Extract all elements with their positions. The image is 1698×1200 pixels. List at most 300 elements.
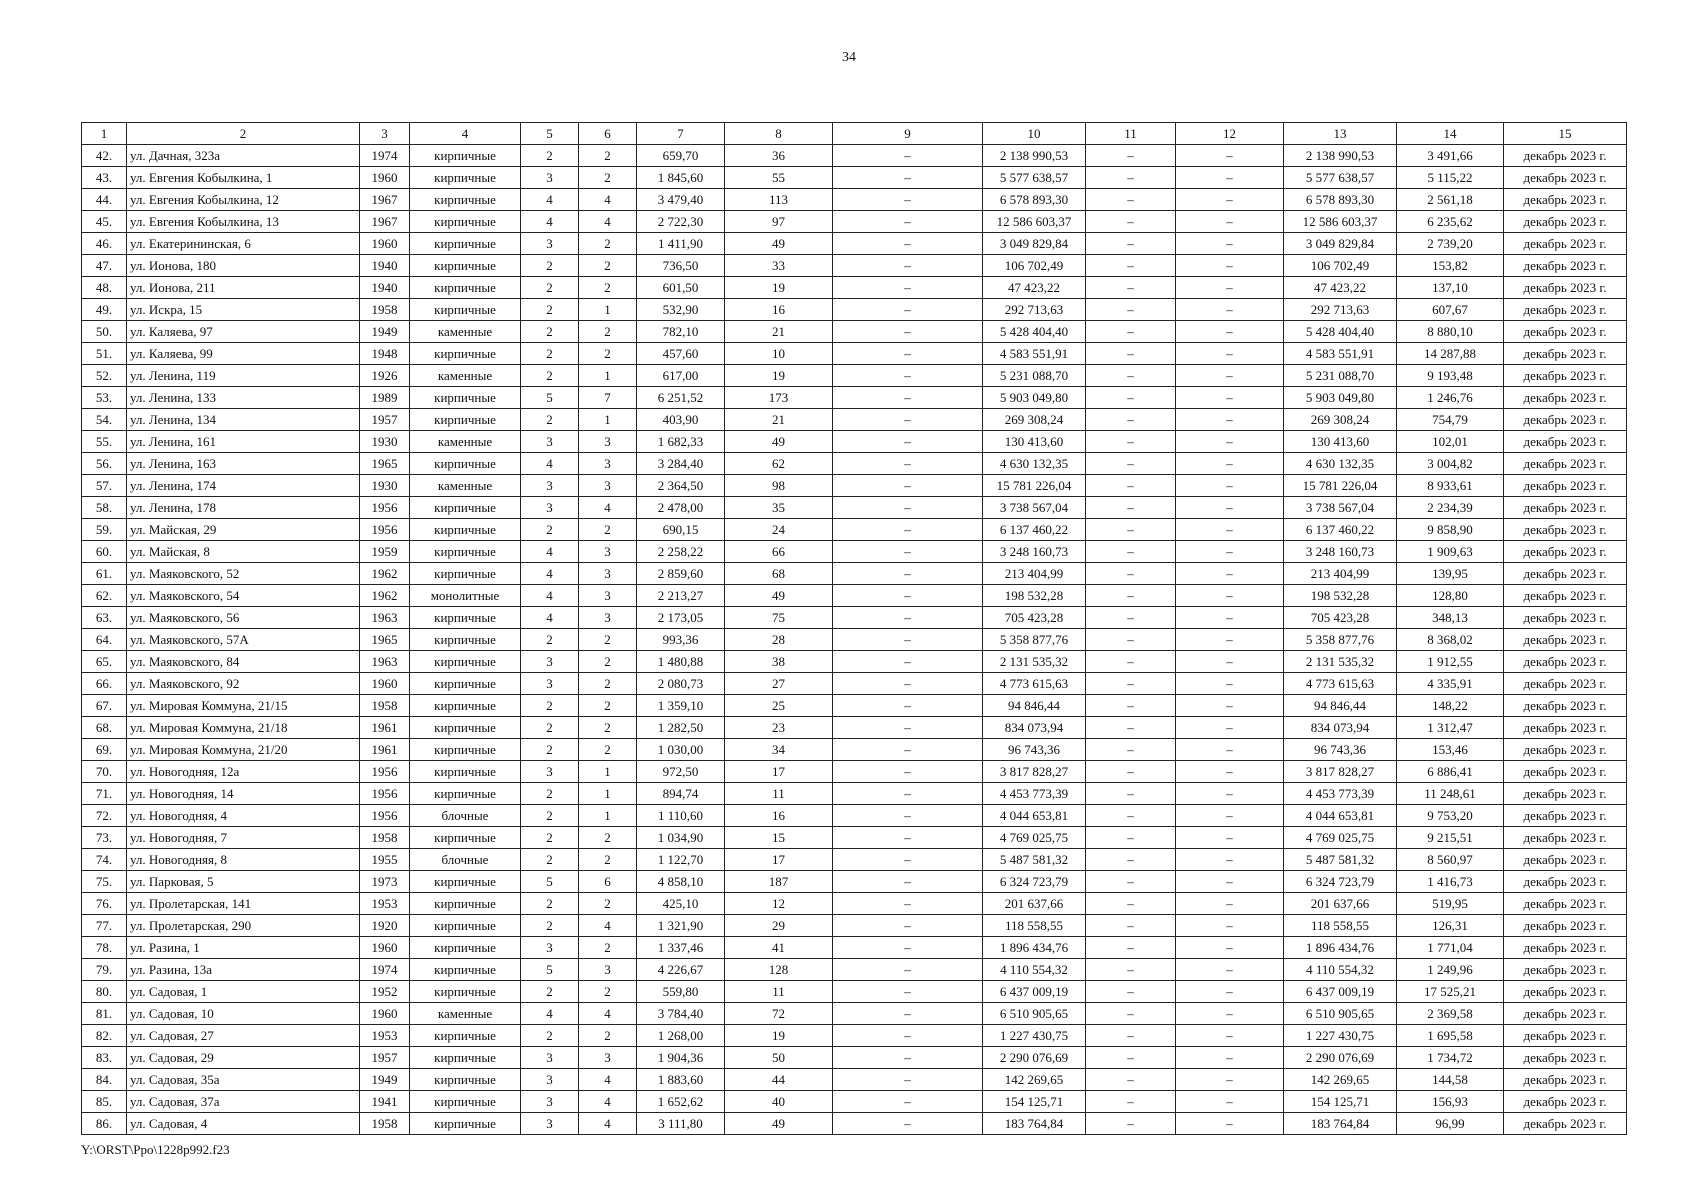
cell-cost-per-sqm: 6 886,41 xyxy=(1397,761,1504,783)
cell-total-cost: 2 290 076,69 xyxy=(1284,1047,1397,1069)
table-row xyxy=(82,497,1627,519)
cell-total-cost: 2 131 535,32 xyxy=(1284,651,1397,673)
cell-deadline: декабрь 2023 г. xyxy=(1504,299,1627,321)
cell-col-12: – xyxy=(1176,167,1284,189)
cell-col-12: – xyxy=(1176,541,1284,563)
table-row xyxy=(82,1047,1627,1069)
cell-col-12: – xyxy=(1176,1003,1284,1025)
cell-wall-material: кирпичные xyxy=(410,299,521,321)
cell-area: 559,80 xyxy=(637,981,725,1003)
cell-build-year: 1974 xyxy=(360,959,410,981)
cell-build-year: 1949 xyxy=(360,1069,410,1091)
cell-total-cost: 4 769 025,75 xyxy=(1284,827,1397,849)
column-header-10: 10 xyxy=(983,123,1086,145)
cell-col-12: – xyxy=(1176,915,1284,937)
cell-cost-per-sqm: 17 525,21 xyxy=(1397,981,1504,1003)
cell-residents: 44 xyxy=(725,1069,833,1091)
cell-area: 1 359,10 xyxy=(637,695,725,717)
cell-total-cost: 4 453 773,39 xyxy=(1284,783,1397,805)
cell-row-number: 78. xyxy=(82,937,127,959)
cell-col-9: – xyxy=(833,1047,983,1069)
cell-area: 1 480,88 xyxy=(637,651,725,673)
cell-row-number: 69. xyxy=(82,739,127,761)
cell-floors: 3 xyxy=(521,1113,579,1135)
cell-address: ул. Евгения Кобылкина, 13 xyxy=(127,211,360,233)
cell-total-cost: 6 510 905,65 xyxy=(1284,1003,1397,1025)
cell-deadline: декабрь 2023 г. xyxy=(1504,849,1627,871)
cell-col-9: – xyxy=(833,761,983,783)
cell-floors: 4 xyxy=(521,563,579,585)
cell-col-11: – xyxy=(1086,1113,1176,1135)
cell-wall-material: каменные xyxy=(410,1003,521,1025)
table-row xyxy=(82,1091,1627,1113)
cell-col-9: – xyxy=(833,497,983,519)
cell-total-cost: 198 532,28 xyxy=(1284,585,1397,607)
cell-row-number: 65. xyxy=(82,651,127,673)
cell-wall-material: кирпичные xyxy=(410,651,521,673)
cell-cost: 4 453 773,39 xyxy=(983,783,1086,805)
cell-address: ул. Мировая Коммуна, 21/20 xyxy=(127,739,360,761)
cell-wall-material: кирпичные xyxy=(410,607,521,629)
cell-col-9: – xyxy=(833,211,983,233)
cell-col-9: – xyxy=(833,805,983,827)
cell-entrances: 2 xyxy=(579,519,637,541)
cell-entrances: 1 xyxy=(579,783,637,805)
cell-row-number: 46. xyxy=(82,233,127,255)
cell-area: 4 858,10 xyxy=(637,871,725,893)
cell-col-11: – xyxy=(1086,1091,1176,1113)
cell-floors: 4 xyxy=(521,585,579,607)
cell-address: ул. Садовая, 29 xyxy=(127,1047,360,1069)
cell-col-9: – xyxy=(833,475,983,497)
cell-residents: 41 xyxy=(725,937,833,959)
cell-floors: 3 xyxy=(521,1091,579,1113)
cell-cost-per-sqm: 9 215,51 xyxy=(1397,827,1504,849)
cell-floors: 3 xyxy=(521,673,579,695)
cell-cost: 292 713,63 xyxy=(983,299,1086,321)
cell-entrances: 4 xyxy=(579,211,637,233)
cell-total-cost: 5 487 581,32 xyxy=(1284,849,1397,871)
cell-floors: 2 xyxy=(521,145,579,167)
cell-address: ул. Новогодняя, 4 xyxy=(127,805,360,827)
cell-address: ул. Маяковского, 84 xyxy=(127,651,360,673)
cell-residents: 19 xyxy=(725,277,833,299)
cell-residents: 36 xyxy=(725,145,833,167)
cell-area: 894,74 xyxy=(637,783,725,805)
cell-total-cost: 3 817 828,27 xyxy=(1284,761,1397,783)
cell-residents: 75 xyxy=(725,607,833,629)
column-header-12: 12 xyxy=(1176,123,1284,145)
cell-wall-material: каменные xyxy=(410,475,521,497)
cell-area: 3 784,40 xyxy=(637,1003,725,1025)
cell-wall-material: кирпичные xyxy=(410,915,521,937)
cell-col-11: – xyxy=(1086,937,1176,959)
cell-cost: 269 308,24 xyxy=(983,409,1086,431)
cell-entrances: 2 xyxy=(579,695,637,717)
cell-col-12: – xyxy=(1176,453,1284,475)
cell-cost: 118 558,55 xyxy=(983,915,1086,937)
cell-total-cost: 15 781 226,04 xyxy=(1284,475,1397,497)
cell-cost: 4 773 615,63 xyxy=(983,673,1086,695)
cell-cost: 6 137 460,22 xyxy=(983,519,1086,541)
cell-cost: 3 817 828,27 xyxy=(983,761,1086,783)
cell-residents: 49 xyxy=(725,233,833,255)
cell-deadline: декабрь 2023 г. xyxy=(1504,717,1627,739)
cell-col-11: – xyxy=(1086,519,1176,541)
cell-entrances: 3 xyxy=(579,453,637,475)
table-row xyxy=(82,827,1627,849)
cell-col-9: – xyxy=(833,981,983,1003)
cell-entrances: 4 xyxy=(579,1091,637,1113)
cell-wall-material: кирпичные xyxy=(410,189,521,211)
cell-address: ул. Новогодняя, 12а xyxy=(127,761,360,783)
cell-build-year: 1957 xyxy=(360,1047,410,1069)
cell-col-11: – xyxy=(1086,167,1176,189)
cell-entrances: 1 xyxy=(579,761,637,783)
cell-area: 993,36 xyxy=(637,629,725,651)
cell-build-year: 1962 xyxy=(360,585,410,607)
cell-col-12: – xyxy=(1176,739,1284,761)
table-row xyxy=(82,541,1627,563)
cell-cost-per-sqm: 348,13 xyxy=(1397,607,1504,629)
cell-address: ул. Садовая, 10 xyxy=(127,1003,360,1025)
cell-floors: 2 xyxy=(521,409,579,431)
table-row xyxy=(82,739,1627,761)
cell-wall-material: кирпичные xyxy=(410,673,521,695)
table-row xyxy=(82,651,1627,673)
footer-file-path: Y:\ORST\Ppo\1228p992.f23 xyxy=(81,1142,230,1157)
cell-area: 3 284,40 xyxy=(637,453,725,475)
cell-cost-per-sqm: 6 235,62 xyxy=(1397,211,1504,233)
cell-address: ул. Маяковского, 52 xyxy=(127,563,360,585)
cell-entrances: 2 xyxy=(579,739,637,761)
cell-address: ул. Садовая, 4 xyxy=(127,1113,360,1135)
cell-area: 532,90 xyxy=(637,299,725,321)
cell-total-cost: 6 578 893,30 xyxy=(1284,189,1397,211)
cell-address: ул. Ленина, 178 xyxy=(127,497,360,519)
cell-col-12: – xyxy=(1176,717,1284,739)
cell-entrances: 3 xyxy=(579,563,637,585)
cell-floors: 4 xyxy=(521,189,579,211)
cell-row-number: 54. xyxy=(82,409,127,431)
cell-entrances: 1 xyxy=(579,805,637,827)
cell-entrances: 7 xyxy=(579,387,637,409)
cell-deadline: декабрь 2023 г. xyxy=(1504,255,1627,277)
cell-deadline: декабрь 2023 г. xyxy=(1504,1003,1627,1025)
cell-build-year: 1960 xyxy=(360,1003,410,1025)
cell-total-cost: 5 231 088,70 xyxy=(1284,365,1397,387)
cell-row-number: 85. xyxy=(82,1091,127,1113)
cell-total-cost: 4 773 615,63 xyxy=(1284,673,1397,695)
cell-build-year: 1973 xyxy=(360,871,410,893)
cell-address: ул. Евгения Кобылкина, 12 xyxy=(127,189,360,211)
cell-cost: 3 049 829,84 xyxy=(983,233,1086,255)
table-row xyxy=(82,1069,1627,1091)
cell-area: 425,10 xyxy=(637,893,725,915)
cell-deadline: декабрь 2023 г. xyxy=(1504,651,1627,673)
cell-wall-material: кирпичные xyxy=(410,453,521,475)
cell-entrances: 3 xyxy=(579,959,637,981)
cell-col-12: – xyxy=(1176,519,1284,541)
cell-col-11: – xyxy=(1086,255,1176,277)
cell-floors: 2 xyxy=(521,827,579,849)
cell-deadline: декабрь 2023 г. xyxy=(1504,431,1627,453)
cell-area: 1 411,90 xyxy=(637,233,725,255)
cell-area: 2 722,30 xyxy=(637,211,725,233)
cell-address: ул. Садовая, 35а xyxy=(127,1069,360,1091)
cell-col-9: – xyxy=(833,255,983,277)
table-row xyxy=(82,145,1627,167)
cell-floors: 3 xyxy=(521,167,579,189)
cell-address: ул. Садовая, 27 xyxy=(127,1025,360,1047)
cell-residents: 38 xyxy=(725,651,833,673)
table-row xyxy=(82,717,1627,739)
cell-entrances: 2 xyxy=(579,233,637,255)
cell-row-number: 71. xyxy=(82,783,127,805)
cell-col-9: – xyxy=(833,871,983,893)
cell-cost-per-sqm: 2 369,58 xyxy=(1397,1003,1504,1025)
cell-wall-material: каменные xyxy=(410,365,521,387)
cell-deadline: декабрь 2023 г. xyxy=(1504,959,1627,981)
cell-residents: 21 xyxy=(725,321,833,343)
cell-area: 1 337,46 xyxy=(637,937,725,959)
cell-row-number: 67. xyxy=(82,695,127,717)
column-header-1: 1 xyxy=(82,123,127,145)
cell-row-number: 60. xyxy=(82,541,127,563)
cell-cost: 834 073,94 xyxy=(983,717,1086,739)
cell-col-9: – xyxy=(833,299,983,321)
cell-area: 736,50 xyxy=(637,255,725,277)
cell-col-11: – xyxy=(1086,607,1176,629)
cell-total-cost: 1 227 430,75 xyxy=(1284,1025,1397,1047)
cell-cost: 183 764,84 xyxy=(983,1113,1086,1135)
cell-total-cost: 2 138 990,53 xyxy=(1284,145,1397,167)
cell-residents: 15 xyxy=(725,827,833,849)
cell-build-year: 1920 xyxy=(360,915,410,937)
cell-residents: 66 xyxy=(725,541,833,563)
cell-cost-per-sqm: 156,93 xyxy=(1397,1091,1504,1113)
cell-deadline: декабрь 2023 г. xyxy=(1504,871,1627,893)
cell-cost-per-sqm: 754,79 xyxy=(1397,409,1504,431)
cell-area: 2 478,00 xyxy=(637,497,725,519)
column-header-15: 15 xyxy=(1504,123,1627,145)
cell-cost: 2 131 535,32 xyxy=(983,651,1086,673)
cell-col-11: – xyxy=(1086,1003,1176,1025)
cell-area: 1 682,33 xyxy=(637,431,725,453)
column-number-row xyxy=(82,123,1627,145)
cell-build-year: 1959 xyxy=(360,541,410,563)
cell-address: ул. Каляева, 97 xyxy=(127,321,360,343)
table-row xyxy=(82,277,1627,299)
cell-build-year: 1960 xyxy=(360,937,410,959)
cell-cost: 5 903 049,80 xyxy=(983,387,1086,409)
table-row xyxy=(82,233,1627,255)
cell-entrances: 3 xyxy=(579,541,637,563)
cell-floors: 2 xyxy=(521,717,579,739)
cell-col-12: – xyxy=(1176,387,1284,409)
cell-floors: 3 xyxy=(521,431,579,453)
cell-total-cost: 4 044 653,81 xyxy=(1284,805,1397,827)
cell-deadline: декабрь 2023 г. xyxy=(1504,783,1627,805)
cell-col-12: – xyxy=(1176,277,1284,299)
cell-area: 972,50 xyxy=(637,761,725,783)
cell-address: ул. Новогодняя, 14 xyxy=(127,783,360,805)
cell-col-9: – xyxy=(833,717,983,739)
cell-col-12: – xyxy=(1176,783,1284,805)
cell-row-number: 61. xyxy=(82,563,127,585)
cell-cost-per-sqm: 126,31 xyxy=(1397,915,1504,937)
cell-address: ул. Ленина, 174 xyxy=(127,475,360,497)
cell-address: ул. Садовая, 1 xyxy=(127,981,360,1003)
cell-col-11: – xyxy=(1086,563,1176,585)
cell-row-number: 82. xyxy=(82,1025,127,1047)
cell-deadline: декабрь 2023 г. xyxy=(1504,761,1627,783)
cell-area: 2 859,60 xyxy=(637,563,725,585)
table-row xyxy=(82,1003,1627,1025)
cell-col-11: – xyxy=(1086,1047,1176,1069)
table-row xyxy=(82,871,1627,893)
cell-build-year: 1958 xyxy=(360,299,410,321)
cell-floors: 3 xyxy=(521,233,579,255)
cell-col-12: – xyxy=(1176,1091,1284,1113)
cell-entrances: 4 xyxy=(579,189,637,211)
cell-cost: 2 290 076,69 xyxy=(983,1047,1086,1069)
cell-build-year: 1940 xyxy=(360,277,410,299)
table-row xyxy=(82,959,1627,981)
cell-wall-material: каменные xyxy=(410,321,521,343)
cell-wall-material: кирпичные xyxy=(410,343,521,365)
cell-address: ул. Ленина, 134 xyxy=(127,409,360,431)
cell-entrances: 3 xyxy=(579,1047,637,1069)
column-header-4: 4 xyxy=(410,123,521,145)
cell-deadline: декабрь 2023 г. xyxy=(1504,453,1627,475)
cell-col-11: – xyxy=(1086,189,1176,211)
cell-floors: 3 xyxy=(521,937,579,959)
cell-cost: 142 269,65 xyxy=(983,1069,1086,1091)
cell-cost-per-sqm: 2 561,18 xyxy=(1397,189,1504,211)
cell-total-cost: 834 073,94 xyxy=(1284,717,1397,739)
cell-entrances: 3 xyxy=(579,607,637,629)
cell-build-year: 1961 xyxy=(360,717,410,739)
cell-deadline: декабрь 2023 г. xyxy=(1504,981,1627,1003)
cell-residents: 11 xyxy=(725,783,833,805)
cell-cost: 4 110 554,32 xyxy=(983,959,1086,981)
table-row xyxy=(82,981,1627,1003)
table-row xyxy=(82,783,1627,805)
cell-entrances: 1 xyxy=(579,299,637,321)
cell-floors: 2 xyxy=(521,981,579,1003)
cell-row-number: 56. xyxy=(82,453,127,475)
cell-col-12: – xyxy=(1176,365,1284,387)
cell-build-year: 1926 xyxy=(360,365,410,387)
cell-row-number: 55. xyxy=(82,431,127,453)
cell-wall-material: кирпичные xyxy=(410,211,521,233)
cell-total-cost: 5 428 404,40 xyxy=(1284,321,1397,343)
table-row xyxy=(82,761,1627,783)
cell-floors: 2 xyxy=(521,915,579,937)
cell-floors: 2 xyxy=(521,255,579,277)
cell-cost-per-sqm: 2 234,39 xyxy=(1397,497,1504,519)
cell-cost: 4 583 551,91 xyxy=(983,343,1086,365)
cell-wall-material: кирпичные xyxy=(410,519,521,541)
cell-row-number: 52. xyxy=(82,365,127,387)
cell-build-year: 1958 xyxy=(360,827,410,849)
table-row xyxy=(82,431,1627,453)
cell-floors: 3 xyxy=(521,1069,579,1091)
cell-entrances: 2 xyxy=(579,145,637,167)
cell-cost-per-sqm: 5 115,22 xyxy=(1397,167,1504,189)
cell-col-11: – xyxy=(1086,651,1176,673)
cell-floors: 5 xyxy=(521,959,579,981)
cell-area: 659,70 xyxy=(637,145,725,167)
cell-cost-per-sqm: 4 335,91 xyxy=(1397,673,1504,695)
cell-deadline: декабрь 2023 г. xyxy=(1504,893,1627,915)
cell-row-number: 42. xyxy=(82,145,127,167)
cell-wall-material: блочные xyxy=(410,849,521,871)
cell-build-year: 1965 xyxy=(360,453,410,475)
cell-col-11: – xyxy=(1086,431,1176,453)
cell-col-12: – xyxy=(1176,321,1284,343)
cell-build-year: 1956 xyxy=(360,497,410,519)
cell-col-11: – xyxy=(1086,321,1176,343)
cell-col-9: – xyxy=(833,607,983,629)
cell-entrances: 1 xyxy=(579,365,637,387)
cell-floors: 2 xyxy=(521,519,579,541)
cell-area: 601,50 xyxy=(637,277,725,299)
cell-residents: 49 xyxy=(725,585,833,607)
cell-col-11: – xyxy=(1086,959,1176,981)
cell-residents: 16 xyxy=(725,805,833,827)
cell-build-year: 1940 xyxy=(360,255,410,277)
cell-area: 2 080,73 xyxy=(637,673,725,695)
cell-residents: 62 xyxy=(725,453,833,475)
cell-col-12: – xyxy=(1176,563,1284,585)
cell-build-year: 1956 xyxy=(360,805,410,827)
cell-area: 782,10 xyxy=(637,321,725,343)
cell-cost: 4 630 132,35 xyxy=(983,453,1086,475)
cell-cost-per-sqm: 144,58 xyxy=(1397,1069,1504,1091)
cell-row-number: 48. xyxy=(82,277,127,299)
cell-area: 2 364,50 xyxy=(637,475,725,497)
cell-cost-per-sqm: 11 248,61 xyxy=(1397,783,1504,805)
column-header-3: 3 xyxy=(360,123,410,145)
cell-deadline: декабрь 2023 г. xyxy=(1504,915,1627,937)
cell-cost: 5 487 581,32 xyxy=(983,849,1086,871)
cell-deadline: декабрь 2023 г. xyxy=(1504,277,1627,299)
cell-area: 3 479,40 xyxy=(637,189,725,211)
cell-col-12: – xyxy=(1176,893,1284,915)
cell-total-cost: 201 637,66 xyxy=(1284,893,1397,915)
cell-row-number: 49. xyxy=(82,299,127,321)
cell-build-year: 1958 xyxy=(360,1113,410,1135)
cell-col-9: – xyxy=(833,387,983,409)
cell-address: ул. Ленина, 163 xyxy=(127,453,360,475)
cell-entrances: 2 xyxy=(579,827,637,849)
cell-deadline: декабрь 2023 г. xyxy=(1504,739,1627,761)
cell-row-number: 80. xyxy=(82,981,127,1003)
cell-row-number: 70. xyxy=(82,761,127,783)
cell-floors: 5 xyxy=(521,387,579,409)
cell-cost: 1 896 434,76 xyxy=(983,937,1086,959)
cell-col-9: – xyxy=(833,145,983,167)
cell-col-11: – xyxy=(1086,739,1176,761)
cell-col-9: – xyxy=(833,1025,983,1047)
cell-cost-per-sqm: 9 193,48 xyxy=(1397,365,1504,387)
cell-col-11: – xyxy=(1086,761,1176,783)
cell-cost-per-sqm: 2 739,20 xyxy=(1397,233,1504,255)
cell-floors: 2 xyxy=(521,299,579,321)
cell-floors: 2 xyxy=(521,365,579,387)
